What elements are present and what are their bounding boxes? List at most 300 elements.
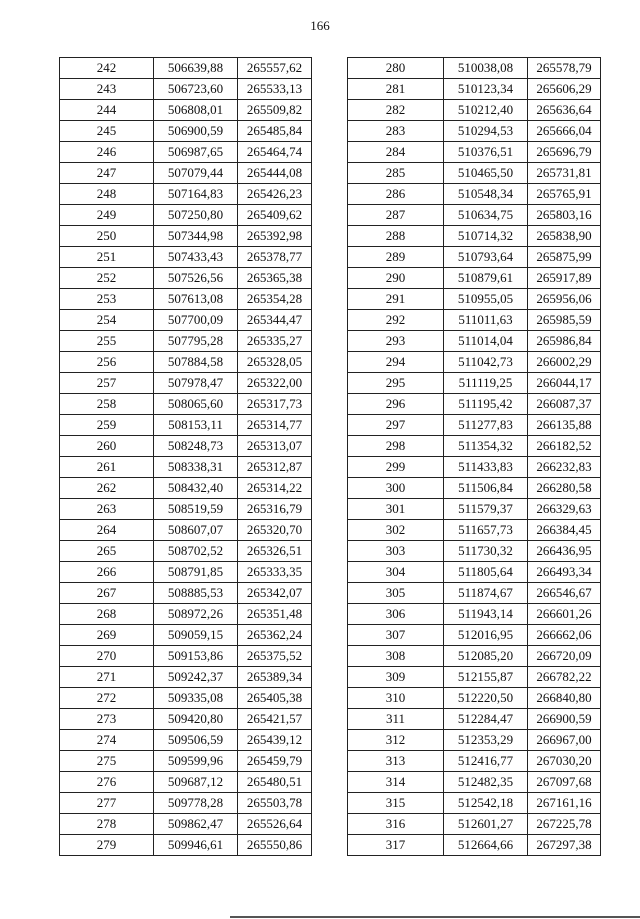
y-coordinate-cell: 265389,34 [238, 667, 312, 688]
point-number-cell: 313 [348, 751, 444, 772]
y-coordinate-cell: 265509,82 [238, 100, 312, 121]
point-number-cell: 295 [348, 373, 444, 394]
table-row [348, 394, 601, 415]
x-coordinate-cell: 508065,60 [154, 394, 238, 415]
y-coordinate-cell: 267225,78 [528, 814, 601, 835]
y-coordinate-cell: 265421,57 [238, 709, 312, 730]
table-row [60, 373, 312, 394]
y-coordinate-cell: 266546,67 [528, 583, 601, 604]
y-coordinate-cell: 266493,34 [528, 562, 601, 583]
point-number-cell: 284 [348, 142, 444, 163]
x-coordinate-cell: 509687,12 [154, 772, 238, 793]
y-coordinate-cell: 266329,63 [528, 499, 601, 520]
point-number-cell: 312 [348, 730, 444, 751]
point-number-cell: 265 [60, 541, 154, 562]
point-number-cell: 247 [60, 163, 154, 184]
x-coordinate-cell: 508791,85 [154, 562, 238, 583]
table-row [60, 793, 312, 814]
point-number-cell: 291 [348, 289, 444, 310]
x-coordinate-cell: 509862,47 [154, 814, 238, 835]
table-row [348, 163, 601, 184]
point-number-cell: 245 [60, 121, 154, 142]
point-number-cell: 270 [60, 646, 154, 667]
y-coordinate-cell: 265666,04 [528, 121, 601, 142]
table-row [348, 814, 601, 835]
y-coordinate-cell: 265392,98 [238, 226, 312, 247]
x-coordinate-cell: 507700,09 [154, 310, 238, 331]
point-number-cell: 315 [348, 793, 444, 814]
table-row [348, 478, 601, 499]
table-row [60, 667, 312, 688]
x-coordinate-cell: 512284,47 [444, 709, 528, 730]
y-coordinate-cell: 265314,77 [238, 415, 312, 436]
table-row [348, 793, 601, 814]
table-row [60, 289, 312, 310]
table-row [348, 667, 601, 688]
table-row [348, 562, 601, 583]
table-row [348, 499, 601, 520]
y-coordinate-cell: 266182,52 [528, 436, 601, 457]
x-coordinate-cell: 511506,84 [444, 478, 528, 499]
x-coordinate-cell: 507250,80 [154, 205, 238, 226]
x-coordinate-cell: 509335,08 [154, 688, 238, 709]
table-row [60, 646, 312, 667]
table-row [348, 646, 601, 667]
y-coordinate-cell: 265320,70 [238, 520, 312, 541]
point-number-cell: 264 [60, 520, 154, 541]
coordinates-table-left [59, 57, 312, 856]
y-coordinate-cell: 265696,79 [528, 142, 601, 163]
table-row [348, 142, 601, 163]
table-row [348, 352, 601, 373]
y-coordinate-cell: 265375,52 [238, 646, 312, 667]
x-coordinate-cell: 507164,83 [154, 184, 238, 205]
x-coordinate-cell: 507613,08 [154, 289, 238, 310]
y-coordinate-cell: 265485,84 [238, 121, 312, 142]
y-coordinate-cell: 265731,81 [528, 163, 601, 184]
table-row [60, 709, 312, 730]
y-coordinate-cell: 265354,28 [238, 289, 312, 310]
point-number-cell: 304 [348, 562, 444, 583]
table-row [60, 415, 312, 436]
y-coordinate-cell: 267097,68 [528, 772, 601, 793]
table-body [60, 58, 312, 856]
x-coordinate-cell: 510038,08 [444, 58, 528, 79]
y-coordinate-cell: 265550,86 [238, 835, 312, 856]
point-number-cell: 280 [348, 58, 444, 79]
point-number-cell: 252 [60, 268, 154, 289]
y-coordinate-cell: 265409,62 [238, 205, 312, 226]
table-row [348, 373, 601, 394]
x-coordinate-cell: 510548,34 [444, 184, 528, 205]
x-coordinate-cell: 511195,42 [444, 394, 528, 415]
x-coordinate-cell: 509599,96 [154, 751, 238, 772]
x-coordinate-cell: 507795,28 [154, 331, 238, 352]
table-row [348, 331, 601, 352]
table-row [348, 268, 601, 289]
x-coordinate-cell: 510714,32 [444, 226, 528, 247]
y-coordinate-cell: 265956,06 [528, 289, 601, 310]
point-number-cell: 306 [348, 604, 444, 625]
x-coordinate-cell: 511943,14 [444, 604, 528, 625]
x-coordinate-cell: 508702,52 [154, 541, 238, 562]
point-number-cell: 260 [60, 436, 154, 457]
table-row [60, 457, 312, 478]
table-row [348, 625, 601, 646]
point-number-cell: 310 [348, 688, 444, 709]
x-coordinate-cell: 509242,37 [154, 667, 238, 688]
table-row [348, 709, 601, 730]
table-row [348, 835, 601, 856]
table-row [60, 268, 312, 289]
point-number-cell: 272 [60, 688, 154, 709]
table-row [60, 436, 312, 457]
table-row [60, 142, 312, 163]
x-coordinate-cell: 508338,31 [154, 457, 238, 478]
y-coordinate-cell: 265317,73 [238, 394, 312, 415]
page-number: 166 [310, 18, 330, 33]
y-coordinate-cell: 266002,29 [528, 352, 601, 373]
table-row [348, 520, 601, 541]
y-coordinate-cell: 265578,79 [528, 58, 601, 79]
x-coordinate-cell: 510123,34 [444, 79, 528, 100]
table-row [60, 688, 312, 709]
y-coordinate-cell: 265313,07 [238, 436, 312, 457]
y-coordinate-cell: 267297,38 [528, 835, 601, 856]
point-number-cell: 249 [60, 205, 154, 226]
table-row [60, 751, 312, 772]
x-coordinate-cell: 512155,87 [444, 667, 528, 688]
y-coordinate-cell: 265365,38 [238, 268, 312, 289]
y-coordinate-cell: 265803,16 [528, 205, 601, 226]
point-number-cell: 256 [60, 352, 154, 373]
x-coordinate-cell: 508972,26 [154, 604, 238, 625]
x-coordinate-cell: 506900,59 [154, 121, 238, 142]
x-coordinate-cell: 507526,56 [154, 268, 238, 289]
table-row [60, 772, 312, 793]
y-coordinate-cell: 266384,45 [528, 520, 601, 541]
point-number-cell: 242 [60, 58, 154, 79]
x-coordinate-cell: 508607,07 [154, 520, 238, 541]
x-coordinate-cell: 508885,53 [154, 583, 238, 604]
point-number-cell: 288 [348, 226, 444, 247]
y-coordinate-cell: 265917,89 [528, 268, 601, 289]
y-coordinate-cell: 265326,51 [238, 541, 312, 562]
point-number-cell: 275 [60, 751, 154, 772]
x-coordinate-cell: 512664,66 [444, 835, 528, 856]
point-number-cell: 266 [60, 562, 154, 583]
table-row [348, 415, 601, 436]
point-number-cell: 255 [60, 331, 154, 352]
table-row [348, 58, 601, 79]
x-coordinate-cell: 509506,59 [154, 730, 238, 751]
table-row [60, 205, 312, 226]
x-coordinate-cell: 507884,58 [154, 352, 238, 373]
table-row [348, 184, 601, 205]
y-coordinate-cell: 265986,84 [528, 331, 601, 352]
y-coordinate-cell: 265314,22 [238, 478, 312, 499]
x-coordinate-cell: 512542,18 [444, 793, 528, 814]
y-coordinate-cell: 265312,87 [238, 457, 312, 478]
table-row [348, 541, 601, 562]
x-coordinate-cell: 510793,64 [444, 247, 528, 268]
point-number-cell: 289 [348, 247, 444, 268]
y-coordinate-cell: 266900,59 [528, 709, 601, 730]
table-row [60, 226, 312, 247]
x-coordinate-cell: 512085,20 [444, 646, 528, 667]
point-number-cell: 276 [60, 772, 154, 793]
table-row [60, 604, 312, 625]
table-row [60, 79, 312, 100]
y-coordinate-cell: 265344,47 [238, 310, 312, 331]
point-number-cell: 311 [348, 709, 444, 730]
point-number-cell: 305 [348, 583, 444, 604]
point-number-cell: 286 [348, 184, 444, 205]
x-coordinate-cell: 507344,98 [154, 226, 238, 247]
y-coordinate-cell: 265459,79 [238, 751, 312, 772]
y-coordinate-cell: 267030,20 [528, 751, 601, 772]
table-row [348, 772, 601, 793]
x-coordinate-cell: 506723,60 [154, 79, 238, 100]
y-coordinate-cell: 266087,37 [528, 394, 601, 415]
point-number-cell: 254 [60, 310, 154, 331]
x-coordinate-cell: 512416,77 [444, 751, 528, 772]
point-number-cell: 244 [60, 100, 154, 121]
point-number-cell: 300 [348, 478, 444, 499]
y-coordinate-cell: 265439,12 [238, 730, 312, 751]
table-row [348, 688, 601, 709]
x-coordinate-cell: 508432,40 [154, 478, 238, 499]
table-row [60, 121, 312, 142]
x-coordinate-cell: 511433,83 [444, 457, 528, 478]
point-number-cell: 285 [348, 163, 444, 184]
x-coordinate-cell: 511805,64 [444, 562, 528, 583]
x-coordinate-cell: 510955,05 [444, 289, 528, 310]
x-coordinate-cell: 512016,95 [444, 625, 528, 646]
y-coordinate-cell: 265480,51 [238, 772, 312, 793]
y-coordinate-cell: 266720,09 [528, 646, 601, 667]
table-row [60, 583, 312, 604]
x-coordinate-cell: 509778,28 [154, 793, 238, 814]
table-row [60, 352, 312, 373]
point-number-cell: 279 [60, 835, 154, 856]
point-number-cell: 302 [348, 520, 444, 541]
table-row [60, 730, 312, 751]
point-number-cell: 248 [60, 184, 154, 205]
y-coordinate-cell: 266232,83 [528, 457, 601, 478]
x-coordinate-cell: 511354,32 [444, 436, 528, 457]
point-number-cell: 277 [60, 793, 154, 814]
table-row [348, 247, 601, 268]
table-row [348, 583, 601, 604]
point-number-cell: 267 [60, 583, 154, 604]
x-coordinate-cell: 509946,61 [154, 835, 238, 856]
table-row [348, 100, 601, 121]
x-coordinate-cell: 510634,75 [444, 205, 528, 226]
x-coordinate-cell: 512601,27 [444, 814, 528, 835]
y-coordinate-cell: 265526,64 [238, 814, 312, 835]
x-coordinate-cell: 511277,83 [444, 415, 528, 436]
x-coordinate-cell: 512353,29 [444, 730, 528, 751]
point-number-cell: 281 [348, 79, 444, 100]
table-row [348, 730, 601, 751]
point-number-cell: 250 [60, 226, 154, 247]
y-coordinate-cell: 265464,74 [238, 142, 312, 163]
point-number-cell: 298 [348, 436, 444, 457]
table-row [60, 478, 312, 499]
table-row [348, 121, 601, 142]
table-row [60, 625, 312, 646]
x-coordinate-cell: 508519,59 [154, 499, 238, 520]
x-coordinate-cell: 512482,35 [444, 772, 528, 793]
y-coordinate-cell: 265351,48 [238, 604, 312, 625]
point-number-cell: 271 [60, 667, 154, 688]
y-coordinate-cell: 266044,17 [528, 373, 601, 394]
point-number-cell: 258 [60, 394, 154, 415]
point-number-cell: 297 [348, 415, 444, 436]
table-row [348, 436, 601, 457]
x-coordinate-cell: 509153,86 [154, 646, 238, 667]
table-row [60, 100, 312, 121]
y-coordinate-cell: 266280,58 [528, 478, 601, 499]
point-number-cell: 309 [348, 667, 444, 688]
point-number-cell: 251 [60, 247, 154, 268]
x-coordinate-cell: 507978,47 [154, 373, 238, 394]
x-coordinate-cell: 506808,01 [154, 100, 238, 121]
y-coordinate-cell: 266662,06 [528, 625, 601, 646]
x-coordinate-cell: 510879,61 [444, 268, 528, 289]
point-number-cell: 273 [60, 709, 154, 730]
x-coordinate-cell: 510465,50 [444, 163, 528, 184]
table-row [348, 226, 601, 247]
table-row [60, 541, 312, 562]
bottom-divider [230, 916, 640, 918]
x-coordinate-cell: 510212,40 [444, 100, 528, 121]
y-coordinate-cell: 265503,78 [238, 793, 312, 814]
point-number-cell: 263 [60, 499, 154, 520]
table-row [60, 163, 312, 184]
y-coordinate-cell: 265378,77 [238, 247, 312, 268]
point-number-cell: 292 [348, 310, 444, 331]
point-number-cell: 314 [348, 772, 444, 793]
table-row [348, 604, 601, 625]
y-coordinate-cell: 265322,00 [238, 373, 312, 394]
y-coordinate-cell: 265875,99 [528, 247, 601, 268]
x-coordinate-cell: 509420,80 [154, 709, 238, 730]
y-coordinate-cell: 265362,24 [238, 625, 312, 646]
point-number-cell: 257 [60, 373, 154, 394]
y-coordinate-cell: 266967,00 [528, 730, 601, 751]
point-number-cell: 269 [60, 625, 154, 646]
point-number-cell: 246 [60, 142, 154, 163]
point-number-cell: 262 [60, 478, 154, 499]
point-number-cell: 307 [348, 625, 444, 646]
x-coordinate-cell: 511119,25 [444, 373, 528, 394]
table-row [348, 457, 601, 478]
y-coordinate-cell: 265636,64 [528, 100, 601, 121]
y-coordinate-cell: 265328,05 [238, 352, 312, 373]
point-number-cell: 308 [348, 646, 444, 667]
y-coordinate-cell: 265533,13 [238, 79, 312, 100]
table-row [60, 814, 312, 835]
table-row [60, 184, 312, 205]
table-row [60, 394, 312, 415]
y-coordinate-cell: 265606,29 [528, 79, 601, 100]
x-coordinate-cell: 510376,51 [444, 142, 528, 163]
y-coordinate-cell: 265765,91 [528, 184, 601, 205]
y-coordinate-cell: 266135,88 [528, 415, 601, 436]
point-number-cell: 290 [348, 268, 444, 289]
point-number-cell: 268 [60, 604, 154, 625]
point-number-cell: 296 [348, 394, 444, 415]
y-coordinate-cell: 265405,38 [238, 688, 312, 709]
table-row [348, 289, 601, 310]
table-body [348, 58, 601, 856]
table-row [60, 247, 312, 268]
y-coordinate-cell: 265316,79 [238, 499, 312, 520]
point-number-cell: 293 [348, 331, 444, 352]
x-coordinate-cell: 511657,73 [444, 520, 528, 541]
x-coordinate-cell: 510294,53 [444, 121, 528, 142]
x-coordinate-cell: 507079,44 [154, 163, 238, 184]
y-coordinate-cell: 265444,08 [238, 163, 312, 184]
x-coordinate-cell: 511579,37 [444, 499, 528, 520]
point-number-cell: 253 [60, 289, 154, 310]
table-row [348, 205, 601, 226]
point-number-cell: 299 [348, 457, 444, 478]
table-row [60, 835, 312, 856]
x-coordinate-cell: 506987,65 [154, 142, 238, 163]
point-number-cell: 301 [348, 499, 444, 520]
table-row [60, 310, 312, 331]
point-number-cell: 294 [348, 352, 444, 373]
y-coordinate-cell: 265426,23 [238, 184, 312, 205]
x-coordinate-cell: 511014,04 [444, 331, 528, 352]
y-coordinate-cell: 266436,95 [528, 541, 601, 562]
point-number-cell: 282 [348, 100, 444, 121]
table-row [348, 751, 601, 772]
point-number-cell: 317 [348, 835, 444, 856]
x-coordinate-cell: 511874,67 [444, 583, 528, 604]
table-row [60, 520, 312, 541]
point-number-cell: 303 [348, 541, 444, 562]
point-number-cell: 287 [348, 205, 444, 226]
x-coordinate-cell: 512220,50 [444, 688, 528, 709]
x-coordinate-cell: 506639,88 [154, 58, 238, 79]
point-number-cell: 283 [348, 121, 444, 142]
y-coordinate-cell: 266782,22 [528, 667, 601, 688]
point-number-cell: 278 [60, 814, 154, 835]
x-coordinate-cell: 508248,73 [154, 436, 238, 457]
x-coordinate-cell: 511730,32 [444, 541, 528, 562]
y-coordinate-cell: 267161,16 [528, 793, 601, 814]
table-row [60, 499, 312, 520]
coordinates-table-right [347, 57, 601, 856]
y-coordinate-cell: 265557,62 [238, 58, 312, 79]
point-number-cell: 316 [348, 814, 444, 835]
y-coordinate-cell: 266601,26 [528, 604, 601, 625]
x-coordinate-cell: 508153,11 [154, 415, 238, 436]
point-number-cell: 243 [60, 79, 154, 100]
x-coordinate-cell: 511011,63 [444, 310, 528, 331]
x-coordinate-cell: 511042,73 [444, 352, 528, 373]
y-coordinate-cell: 265838,90 [528, 226, 601, 247]
y-coordinate-cell: 266840,80 [528, 688, 601, 709]
y-coordinate-cell: 265985,59 [528, 310, 601, 331]
y-coordinate-cell: 265342,07 [238, 583, 312, 604]
point-number-cell: 261 [60, 457, 154, 478]
point-number-cell: 274 [60, 730, 154, 751]
